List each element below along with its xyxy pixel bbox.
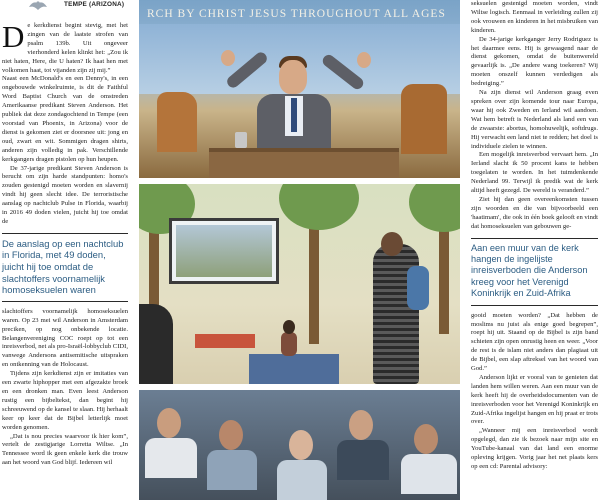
paragraph: e kerkdienst begint stevig, met het zingen van de laatste strofen van psalm 139b. Uit ongeveer vierhonderd kelen klinkt het: „Zou ik niet haten, Here, die U haten? Ik haat hen met volkomen haat, tot vijanden zijn zij mij.” — [2, 22, 128, 74]
paragraph: „Wanneer mij een inreisverbod wordt opgelegd, dan zie ik bezoek naar mijn site en YouTube-kanaal van dat land een enorme opleving krijgen. Vorig jaar het net plaats kers op een cd: Parental advisory: — [471, 427, 598, 470]
congregant-face — [349, 410, 373, 440]
mural-banner-text: RCH BY CHRIST JESUS THROUGHOUT ALL AGES — [147, 8, 446, 20]
woman-figure — [373, 244, 419, 384]
eagle-logo-icon — [28, 0, 48, 14]
photo-congregation — [139, 390, 460, 500]
paragraph: „Dat is nou precies waarvoor ik hier kom”, vertelt de zestigjarige Lorretta Wiltse. „In Tennessee word ik geen enkele kerk die trouw aan het woord van God blijf. Iedereen wil — [2, 432, 128, 467]
congregant-face — [219, 420, 243, 450]
photo-column — [139, 0, 460, 500]
pull-quote — [471, 238, 598, 306]
paragraph: Anderson lijkt er vooral van te genieten dat landen hem willen weren. Aan een muur van de kerk heeft hij de overheidsdocumenten van de inreisverboden voor het Verenigd Koninkrijk en Zuid-Afrika ingelijst hangen en hij praat er trots over. — [471, 373, 598, 426]
paragraph: slachtoffers voornamelijk homoseksuelen waren. Op 23 mei wil Anderson in Amsterdam preciken, op nog onbekende locatie. Belangenvereniging COC roept op tot een inreisverbod, net als pro-Israël-lobbyclub CIDI, vanwege Andersons antisemitische uitspraken en ontkenning van de Holocaust. — [2, 307, 128, 369]
child-head — [283, 320, 295, 334]
right-column — [466, 0, 600, 500]
pull-quote-text: De aanslag op een nachtclub in Florida, met 49 doden, juicht hij toe omdat de slachtoffers voornamelijk homoseksuelen waren — [2, 237, 124, 296]
wall-screen — [169, 218, 279, 284]
congregant-shirt — [145, 438, 197, 478]
mural-rock — [401, 84, 447, 154]
preacher-hand — [221, 50, 235, 66]
pull-quote-text: Aan een muur van de kerk hangen de ingelijste inreisverboden die Anderson kreeg voor het Verenigd Koninkrijk en Zuid-Afrika — [471, 242, 588, 299]
paragraph: Tijdens zijn kerkdienst zijn er imitaties van een zwarte hiphopper met een afgezakte broek en een dronken man. Even leest Anderson rustig een bijbeltekst, dan begint hij schreeuwend op de kansel te slaan. Hij herhaalt keer op keer dat de Bijbel letterlijk moet worden genomen. — [2, 370, 128, 431]
toy-blocks — [195, 334, 255, 348]
congregant-shirt — [337, 440, 389, 480]
paragraph: Na zijn dienst wil Anderson graag even spreken over zijn komende tour naar Europa, waar hij ook Zweden en Ierland wil aandoen. Wat hem betreft is Nederland als land een van de zwaarste: abortus, homohuwelijk, softdrugs. Hij verwacht een land niet te redden; het doel is individuele zielen te winnen. — [471, 89, 598, 150]
child-figure — [281, 332, 297, 356]
paragraph: De 37-jarige predikant Steven Anderson is berucht om zijn harde standpunten: homo's zouden gestenigd moeten worden en slavernij vindt hij geen slecht idee. De terroristische aanslag op nachtclub Pulse in Florida, waarbij in 2016 49 doden vielen, juicht hij toe omdat de — [2, 164, 128, 225]
preacher-hand — [357, 52, 371, 68]
mural-rock — [157, 92, 197, 152]
paragraph: Naast een McDonald's en een Denny's, in een ongebouwde winkelruimte, is dit de Faithful Word Baptist Church van de omstreden Amerikaanse predikant Steven Anderson. Het publiek dat deze zondagochtend in Tempe (een voorstad van Phoenix, in Arizona) voor de dienst is gekomen ziet er doorsnee uit: jong en oud, zwart en wit. Sommigen dragen shirts, anderen zijn volledig in pak. Verschillende kerkgangers dragen pistolen op hun heupen. — [2, 75, 128, 163]
congregant-shirt — [207, 450, 257, 490]
preacher-tie — [291, 98, 297, 132]
congregant-face — [414, 424, 438, 454]
congregant-shirt — [401, 454, 457, 494]
preacher-head — [279, 60, 307, 94]
toddler-figure — [407, 266, 429, 310]
left-column — [0, 0, 132, 500]
photo-children-room — [139, 184, 460, 384]
pull-quote — [2, 233, 128, 302]
congregant-face — [289, 430, 313, 460]
article-body-left — [2, 19, 128, 468]
play-mat — [249, 354, 339, 384]
drop-cap: D — [2, 19, 25, 54]
congregant-face — [157, 408, 181, 438]
congregant-shirt — [277, 460, 327, 500]
article-body-right — [471, 0, 598, 472]
dateline — [2, 0, 128, 14]
paragraph: Een mogelijk inreisverbod vervaart hem. „In Ierland slacht ik 50 procent kans te hebben toegelaten te worden. In het tuimdenkende Nederland 99. Terwijl ik predik wat de kerk altijd heeft gezegd. De wereld is veranderd.” — [471, 151, 598, 195]
photo-preacher — [139, 0, 460, 178]
paragraph: De 34-jarige kerkganger Jerry Rodriguez is het daarmee eens. Hij is gewaagend naar de dienst gekomen, omdat de buitenwereld gevaarlijk is. „De andere wang toekeren? Wij moeten onszelf kunnen verdedigen als bedreiging.” — [471, 35, 598, 88]
tree-trunk — [439, 224, 449, 334]
foreground-figure — [139, 304, 173, 384]
dateline-location: TEMPE (ARIZONA) — [64, 1, 125, 8]
cup — [235, 132, 247, 148]
paragraph: gooid moeten worden? „Dat hebben de moslims nu juist als enige goed begrepen”, roept hij uit. Staand op de Bijbel is zijn band schieten zijn open onrustig heen en weer. „Voor de rest is de islam niet anders dan plagiaat uit de Bijbel, een slap aftreksel van het woord van God.” — [471, 311, 598, 373]
woman-head — [381, 232, 403, 256]
paragraph: Ziet hij dan geen overeenkomsten tussen zijn woorden en die van bijvoorbeeld een 'haatimam', die ook in één boek gelooft en vindt dat homoseksuelen van gebouwen ge- — [471, 195, 598, 230]
paragraph: seksuelen gestenigd moeten worden, vindt Wiltse logisch. Eenmaal in verleiding zullen zij ook vrouwen en kinderen in het misbruiken van kinderen. — [471, 0, 598, 34]
screen-image — [176, 225, 272, 277]
tree-trunk — [309, 214, 319, 344]
pulpit — [209, 148, 399, 178]
opening-paragraph — [2, 19, 128, 75]
